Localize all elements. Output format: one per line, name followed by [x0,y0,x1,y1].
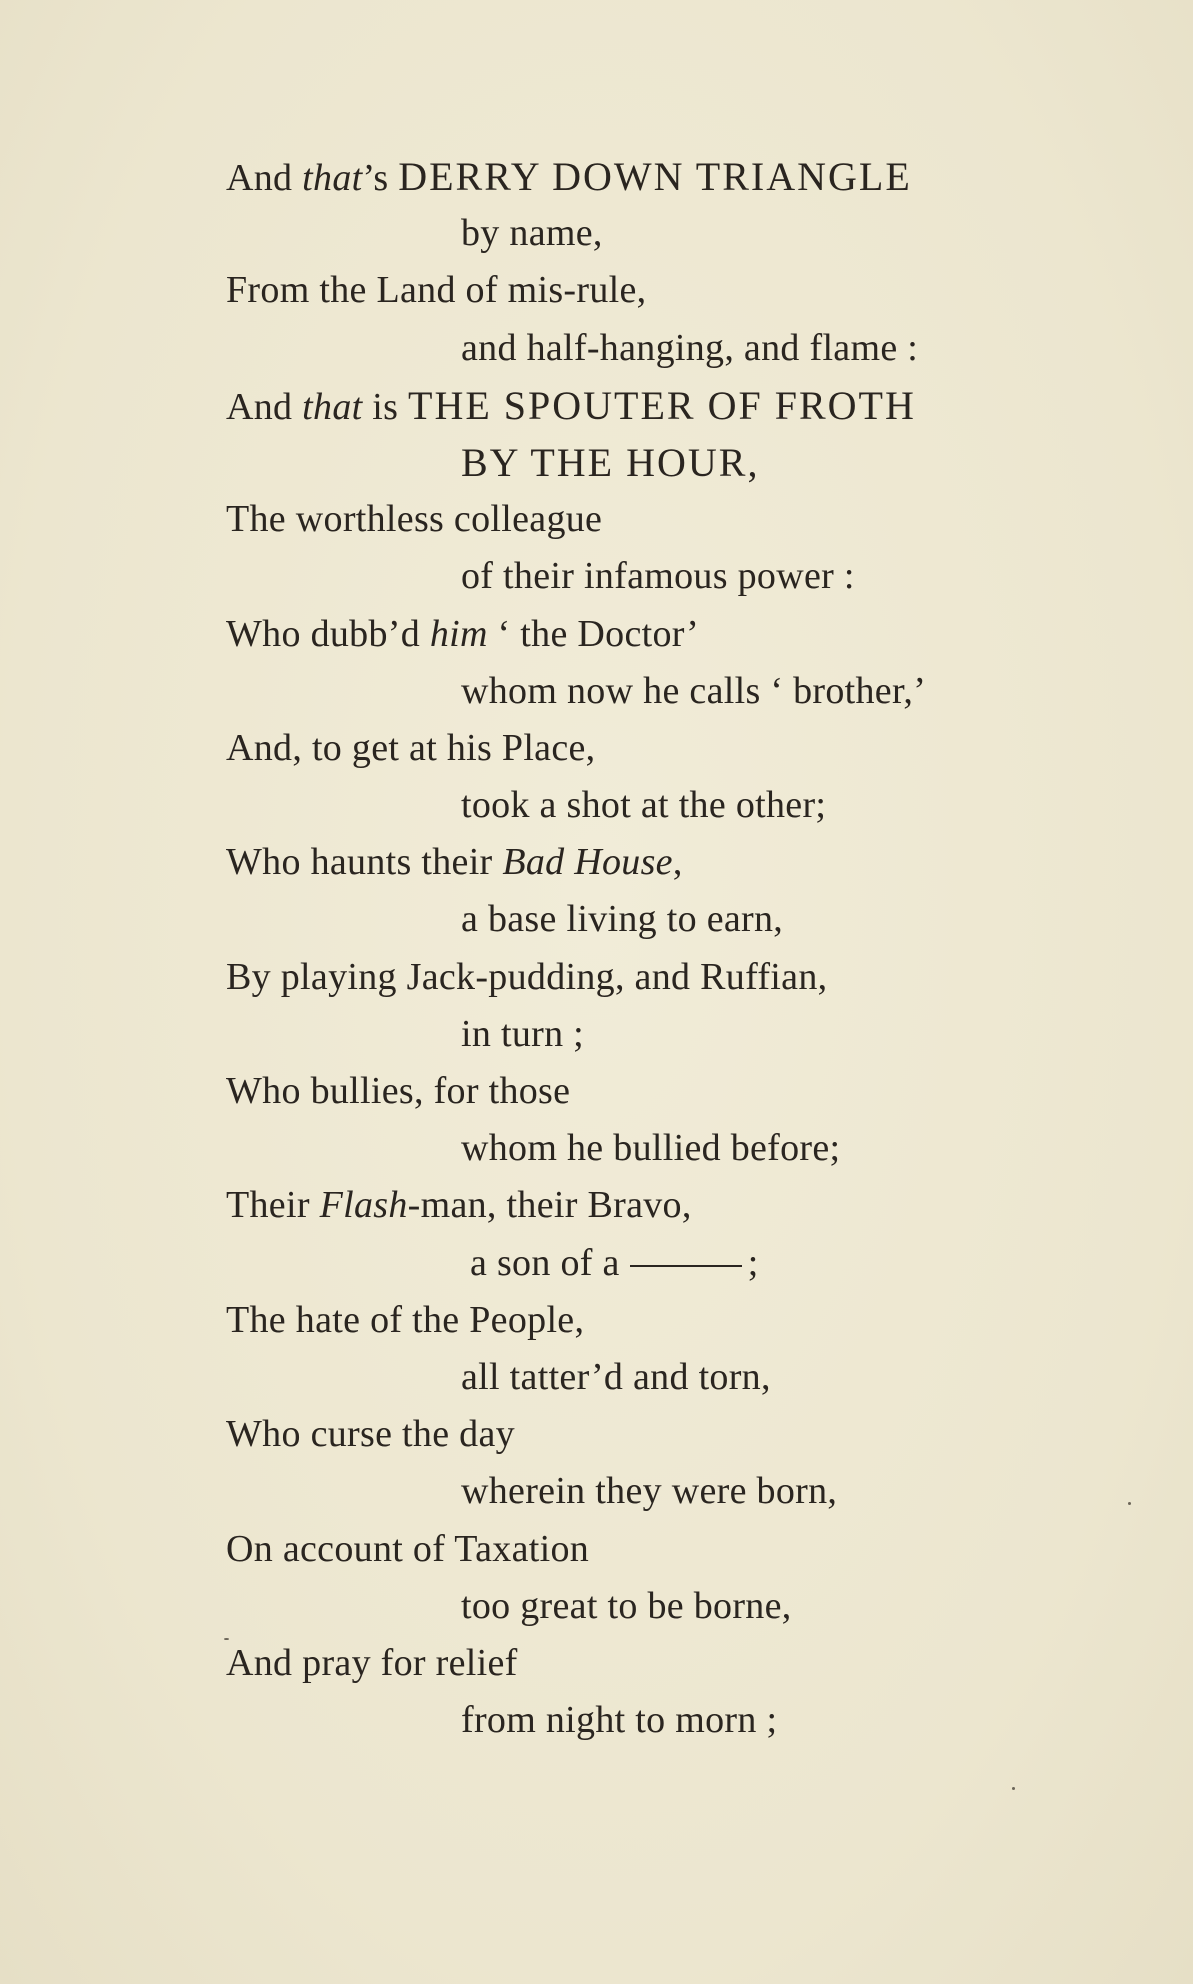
poem-line-8: of their infamous power : [461,555,855,598]
poem-line-21: The hate of the People, [226,1298,585,1341]
poem-line-23: Who curse the day [226,1413,515,1456]
poem-line-3: From the Land of mis-rule, [226,269,647,312]
paper-speck [224,1638,229,1640]
poem-line-11: And, to get at his Place, [226,726,596,769]
poem-line-22: all tatter’d and torn, [461,1355,771,1398]
poem-line-18: whom he bullied before; [461,1127,841,1170]
poem-line-10: whom now he calls ‘ brother,’ [461,669,927,712]
poem-line-7: The worthless colleague [226,498,603,541]
poem-line-27: And pray for relief [226,1641,518,1684]
poem-line-4: and half-hanging, and flame : [461,326,919,369]
paper-speck [1012,1787,1015,1790]
poem-line-20: a son of a ; [470,1241,759,1284]
poem-line-1: And that’s DERRY DOWN TRIANGLE [226,154,912,199]
paper-speck [1128,1502,1131,1505]
poem-line-19: Their Flash-man, their Bravo, [226,1184,692,1227]
poem-line-5: And that is THE SPOUTER OF FROTH [226,382,916,428]
poem-line-15: By playing Jack-pudding, and Ruffian, [226,955,828,998]
poem-line-17: Who bullies, for those [226,1070,571,1112]
poem-line-2: by name, [461,212,603,255]
poem-line-9: Who dubb’d him ‘ the Doctor’ [226,612,700,655]
poem-line-12: took a shot at the other; [461,784,827,827]
censored-dash [630,1265,742,1267]
poem-line-16: in turn ; [461,1012,585,1055]
poem-line-24: wherein they were born, [461,1470,838,1513]
poem-line-6: BY THE HOUR, [461,439,760,485]
poem-line-28: from night to morn ; [461,1699,778,1742]
poem-line-13: Who haunts their Bad House, [226,841,683,884]
poem-text [0,148,1193,1749]
poem-line-14: a base living to earn, [461,898,784,941]
poem-line-26: too great to be borne, [461,1584,792,1627]
poem-line-25: On account of Taxation [226,1527,590,1570]
